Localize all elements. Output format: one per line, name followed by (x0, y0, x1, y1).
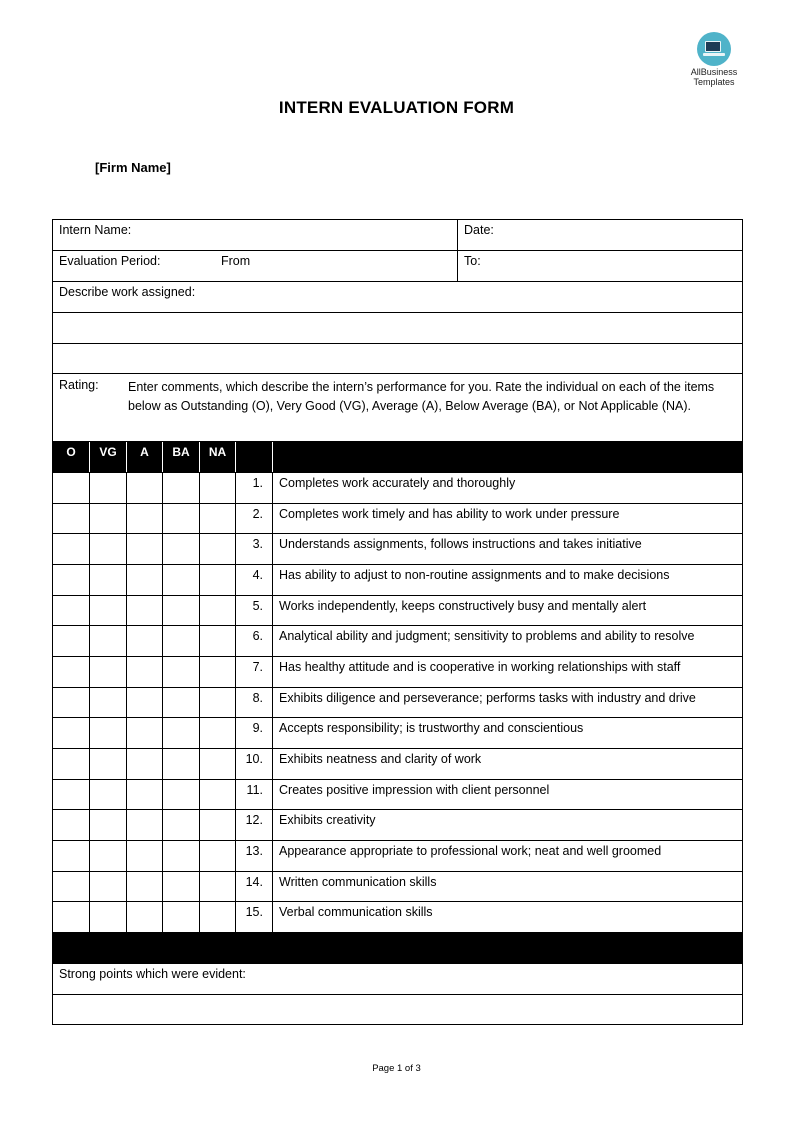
rating-cell-na[interactable] (200, 473, 236, 503)
from-label: From (221, 254, 251, 268)
rating-cell-vg[interactable] (90, 596, 127, 626)
rating-header-row (53, 442, 742, 473)
to-label: To: (464, 254, 481, 268)
rating-cell-vg[interactable] (90, 657, 127, 687)
logo-line-1: AllBusiness (690, 67, 738, 77)
rating-cell-na[interactable] (200, 504, 236, 534)
rating-cell-vg[interactable] (90, 534, 127, 564)
column-header-number (236, 442, 273, 472)
item-text: Appearance appropriate to professional work; neat and well groomed (279, 844, 662, 859)
column-header-ba: BA (163, 442, 200, 472)
date-field[interactable] (457, 220, 742, 250)
item-number: 9. (236, 718, 273, 748)
column-header-na: NA (200, 442, 236, 472)
rating-cell-na[interactable] (200, 841, 236, 871)
rating-cell-o[interactable] (53, 841, 90, 871)
rating-cell-ba[interactable] (163, 718, 200, 748)
rating-cell-na[interactable] (200, 596, 236, 626)
rating-text: Enter comments, which describe the intern’s performance for you. Rate the individual on each of the items below as Outstanding (O), Very Good (VG), Average (A), Below Average (BA), or Not Applicable (NA). (128, 380, 715, 413)
strong-points-row[interactable] (53, 964, 742, 995)
rating-label: Rating: (59, 378, 99, 392)
rating-cell-ba[interactable] (163, 626, 200, 656)
rating-cell-o[interactable] (53, 626, 90, 656)
rating-cell-vg[interactable] (90, 841, 127, 871)
item-number: 12. (236, 810, 273, 840)
rating-cell-o[interactable] (53, 504, 90, 534)
rating-item-row (53, 841, 742, 872)
rating-cell-a[interactable] (127, 780, 163, 810)
rating-cell-a[interactable] (127, 872, 163, 902)
rating-cell-a[interactable] (127, 688, 163, 718)
rating-cell-na[interactable] (200, 626, 236, 656)
rating-cell-vg[interactable] (90, 810, 127, 840)
rating-item-row (53, 657, 742, 688)
describe-work-line-1[interactable] (53, 313, 742, 344)
intern-name-label: Intern Name: (59, 223, 132, 237)
rating-cell-a[interactable] (127, 565, 163, 595)
evaluation-period-to-field[interactable] (457, 251, 742, 281)
strong-points-line-1[interactable] (53, 995, 742, 1024)
item-number: 7. (236, 657, 273, 687)
rating-cell-vg[interactable] (90, 504, 127, 534)
item-number: 5. (236, 596, 273, 626)
intern-name-field[interactable] (53, 220, 457, 250)
item-text: Analytical ability and judgment; sensitivity to problems and ability to resolve (279, 629, 695, 644)
item-number: 10. (236, 749, 273, 779)
item-number: 15. (236, 902, 273, 932)
rating-cell-a[interactable] (127, 718, 163, 748)
rating-cell-na[interactable] (200, 872, 236, 902)
rating-cell-ba[interactable] (163, 596, 200, 626)
page-number: Page 1 of 3 (372, 1063, 421, 1074)
item-text: Accepts responsibility; is trustworthy and conscientious (279, 721, 584, 736)
rating-cell-na[interactable] (200, 902, 236, 932)
column-header-o: O (53, 442, 90, 472)
rating-cell-na[interactable] (200, 534, 236, 564)
rating-item-row (53, 688, 742, 719)
rating-cell-ba[interactable] (163, 872, 200, 902)
rating-cell-vg[interactable] (90, 626, 127, 656)
rating-cell-a[interactable] (127, 841, 163, 871)
evaluation-form (52, 219, 743, 1025)
date-label: Date: (464, 223, 494, 237)
rating-cell-na[interactable] (200, 718, 236, 748)
rating-cell-ba[interactable] (163, 902, 200, 932)
rating-item-row (53, 473, 742, 504)
rating-cell-na[interactable] (200, 688, 236, 718)
intern-name-row (53, 220, 742, 251)
rating-item-row (53, 534, 742, 565)
item-text: Exhibits diligence and perseverance; performs tasks with industry and drive (279, 690, 696, 705)
rating-cell-o[interactable] (53, 749, 90, 779)
column-header-a: A (127, 442, 163, 472)
rating-item-row (53, 504, 742, 535)
rating-item-row (53, 718, 742, 749)
item-number: 11. (236, 780, 273, 810)
rating-item-row (53, 780, 742, 811)
rating-cell-o[interactable] (53, 902, 90, 932)
rating-item-row (53, 902, 742, 933)
item-number: 14. (236, 872, 273, 902)
item-text: Works independently, keeps constructively busy and mentally alert (279, 598, 647, 613)
rating-item-row (53, 626, 742, 657)
item-number: 2. (236, 504, 273, 534)
rating-cell-a[interactable] (127, 534, 163, 564)
rating-cell-a[interactable] (127, 596, 163, 626)
page-title: INTERN EVALUATION FORM (278, 98, 515, 117)
rating-cell-vg[interactable] (90, 565, 127, 595)
rating-cell-na[interactable] (200, 657, 236, 687)
rating-cell-ba[interactable] (163, 841, 200, 871)
rating-cell-o[interactable] (53, 596, 90, 626)
rating-cell-o[interactable] (53, 810, 90, 840)
rating-cell-o[interactable] (53, 718, 90, 748)
describe-work-label: Describe work assigned: (59, 285, 196, 299)
item-text: Has ability to adjust to non-routine assignments and to make decisions (279, 568, 670, 582)
rating-cell-ba[interactable] (163, 749, 200, 779)
rating-cell-ba[interactable] (163, 473, 200, 503)
rating-cell-a[interactable] (127, 626, 163, 656)
rating-cell-a[interactable] (127, 504, 163, 534)
rating-cell-na[interactable] (200, 810, 236, 840)
rating-item-row (53, 810, 742, 841)
rating-cell-na[interactable] (200, 565, 236, 595)
evaluation-period-from-field[interactable] (53, 251, 457, 281)
rating-item-row (53, 596, 742, 627)
logo-line-2: Templates (693, 77, 735, 87)
item-text: Written communication skills (279, 874, 437, 889)
rating-cell-vg[interactable] (90, 749, 127, 779)
item-text: Has healthy attitude and is cooperative in working relationships with staff (279, 660, 681, 675)
item-number: 13. (236, 841, 273, 871)
rating-cell-na[interactable] (200, 749, 236, 779)
strong-points-label: Strong points which were evident: (59, 967, 246, 981)
rating-item-row (53, 872, 742, 903)
item-number: 8. (236, 688, 273, 718)
rating-cell-vg[interactable] (90, 902, 127, 932)
rating-cell-ba[interactable] (163, 780, 200, 810)
evaluation-period-label: Evaluation Period: (59, 254, 161, 268)
rating-cell-ba[interactable] (163, 810, 200, 840)
item-number: 4. (236, 565, 273, 595)
company-logo (688, 32, 740, 87)
item-number: 6. (236, 626, 273, 656)
column-header-vg: VG (90, 442, 127, 472)
rating-cell-vg[interactable] (90, 688, 127, 718)
rating-cell-ba[interactable] (163, 657, 200, 687)
rating-cell-a[interactable] (127, 902, 163, 932)
rating-cell-a[interactable] (127, 749, 163, 779)
firm-name: [Firm Name] (95, 160, 171, 175)
rating-cell-a[interactable] (127, 810, 163, 840)
rating-cell-vg[interactable] (90, 872, 127, 902)
rating-cell-ba[interactable] (163, 504, 200, 534)
describe-work-row[interactable] (53, 282, 742, 313)
evaluation-period-row (53, 251, 742, 282)
rating-cell-vg[interactable] (90, 780, 127, 810)
rating-item-row (53, 565, 742, 596)
rating-cell-o[interactable] (53, 565, 90, 595)
rating-cell-vg[interactable] (90, 718, 127, 748)
rating-cell-ba[interactable] (163, 534, 200, 564)
rating-cell-o[interactable] (53, 688, 90, 718)
item-number: 3. (236, 534, 273, 564)
laptop-icon (697, 32, 731, 66)
item-number: 1. (236, 473, 273, 503)
item-text: Creates positive impression with client personnel (279, 782, 550, 797)
item-text: Completes work accurately and thoroughly (279, 476, 516, 490)
rating-cell-o[interactable] (53, 657, 90, 687)
rating-instructions (53, 374, 742, 442)
section-divider-bar (53, 933, 742, 964)
rating-cell-a[interactable] (127, 657, 163, 687)
rating-cell-o[interactable] (53, 534, 90, 564)
rating-cell-ba[interactable] (163, 688, 200, 718)
rating-cell-o[interactable] (53, 473, 90, 503)
rating-cell-a[interactable] (127, 473, 163, 503)
item-text: Completes work timely and has ability to work under pressure (279, 506, 620, 521)
logo-text (688, 67, 740, 87)
rating-item-row (53, 749, 742, 780)
rating-cell-vg[interactable] (90, 473, 127, 503)
item-text: Verbal communication skills (279, 905, 433, 920)
item-text: Understands assignments, follows instructions and takes initiative (279, 537, 642, 552)
item-text: Exhibits neatness and clarity of work (279, 752, 482, 767)
describe-work-line-2[interactable] (53, 344, 742, 374)
rating-cell-o[interactable] (53, 780, 90, 810)
item-text: Exhibits creativity (279, 813, 376, 828)
rating-cell-o[interactable] (53, 872, 90, 902)
rating-cell-na[interactable] (200, 780, 236, 810)
rating-cell-ba[interactable] (163, 565, 200, 595)
